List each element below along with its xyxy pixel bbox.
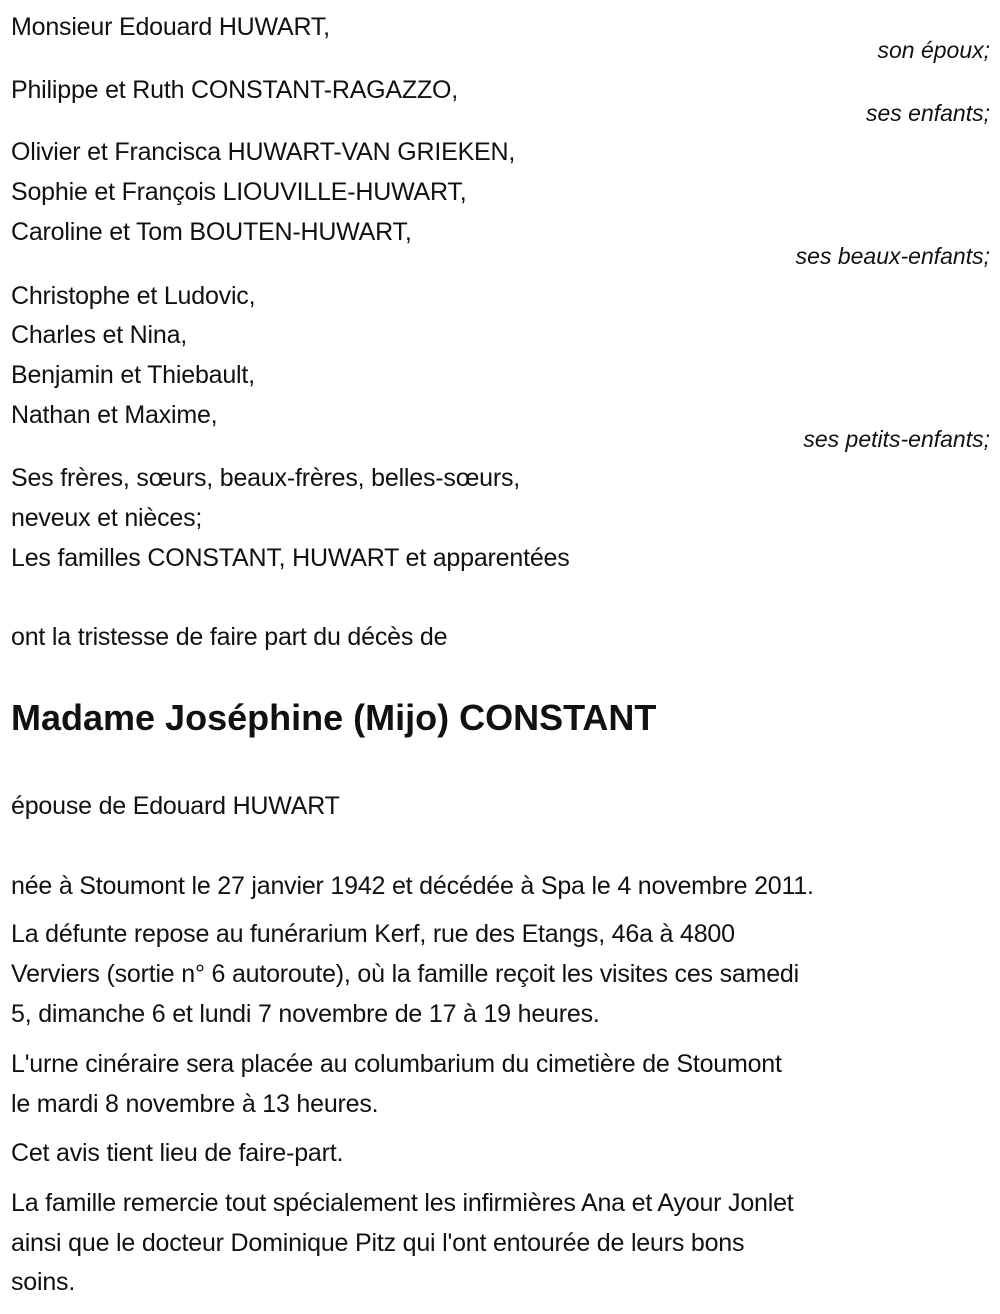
deceased-name: Madame Joséphine (Mijo) CONSTANT — [11, 697, 657, 738]
family-line: Olivier et Francisca HUWART-VAN GRIEKEN, — [11, 138, 516, 166]
paragraph-line: L'urne cinéraire sera placée au columbarium du cimetière de Stoumont — [11, 1050, 782, 1078]
family-line: neveux et nièces; — [11, 504, 203, 532]
relation-label: son époux; — [877, 37, 990, 63]
paragraph-line: Cet avis tient lieu de faire-part. — [11, 1139, 344, 1167]
family-line: Christophe et Ludovic, — [11, 282, 256, 310]
paragraph-line: ainsi que le docteur Dominique Pitz qui l'ont entourée de leurs bons — [11, 1229, 745, 1257]
family-line: Les familles CONSTANT, HUWART et apparentées — [11, 544, 570, 572]
relation-label: ses beaux-enfants; — [795, 243, 990, 269]
paragraph-line: 5, dimanche 6 et lundi 7 novembre de 17 à 19 heures. — [11, 1000, 600, 1028]
family-line: Sophie et François LIOUVILLE-HUWART, — [11, 178, 467, 206]
family-line: Charles et Nina, — [11, 321, 188, 349]
family-line: Monsieur Edouard HUWART, — [11, 13, 330, 41]
paragraph-line: le mardi 8 novembre à 13 heures. — [11, 1090, 379, 1118]
paragraph-line: Verviers (sortie n° 6 autoroute), où la famille reçoit les visites ces samedi — [11, 960, 799, 988]
relation-label: ses petits-enfants; — [803, 426, 990, 452]
paragraph-line: née à Stoumont le 27 janvier 1942 et décédée à Spa le 4 novembre 2011. — [11, 872, 814, 900]
paragraph-line: La famille remercie tout spécialement les infirmières Ana et Ayour Jonlet — [11, 1189, 794, 1217]
paragraph-line: La défunte repose au funérarium Kerf, rue des Etangs, 46a à 4800 — [11, 920, 735, 948]
family-line: Philippe et Ruth CONSTANT-RAGAZZO, — [11, 76, 459, 104]
spouse-line: épouse de Edouard HUWART — [11, 792, 340, 820]
announcement: ont la tristesse de faire part du décès de — [11, 623, 448, 651]
family-line: Caroline et Tom BOUTEN-HUWART, — [11, 218, 412, 246]
relation-label: ses enfants; — [865, 100, 990, 126]
paragraph-line: soins. — [11, 1268, 76, 1296]
family-line: Ses frères, sœurs, beaux-frères, belles-sœurs, — [11, 464, 520, 492]
family-line: Benjamin et Thiebault, — [11, 361, 255, 389]
family-line: Nathan et Maxime, — [11, 401, 218, 429]
